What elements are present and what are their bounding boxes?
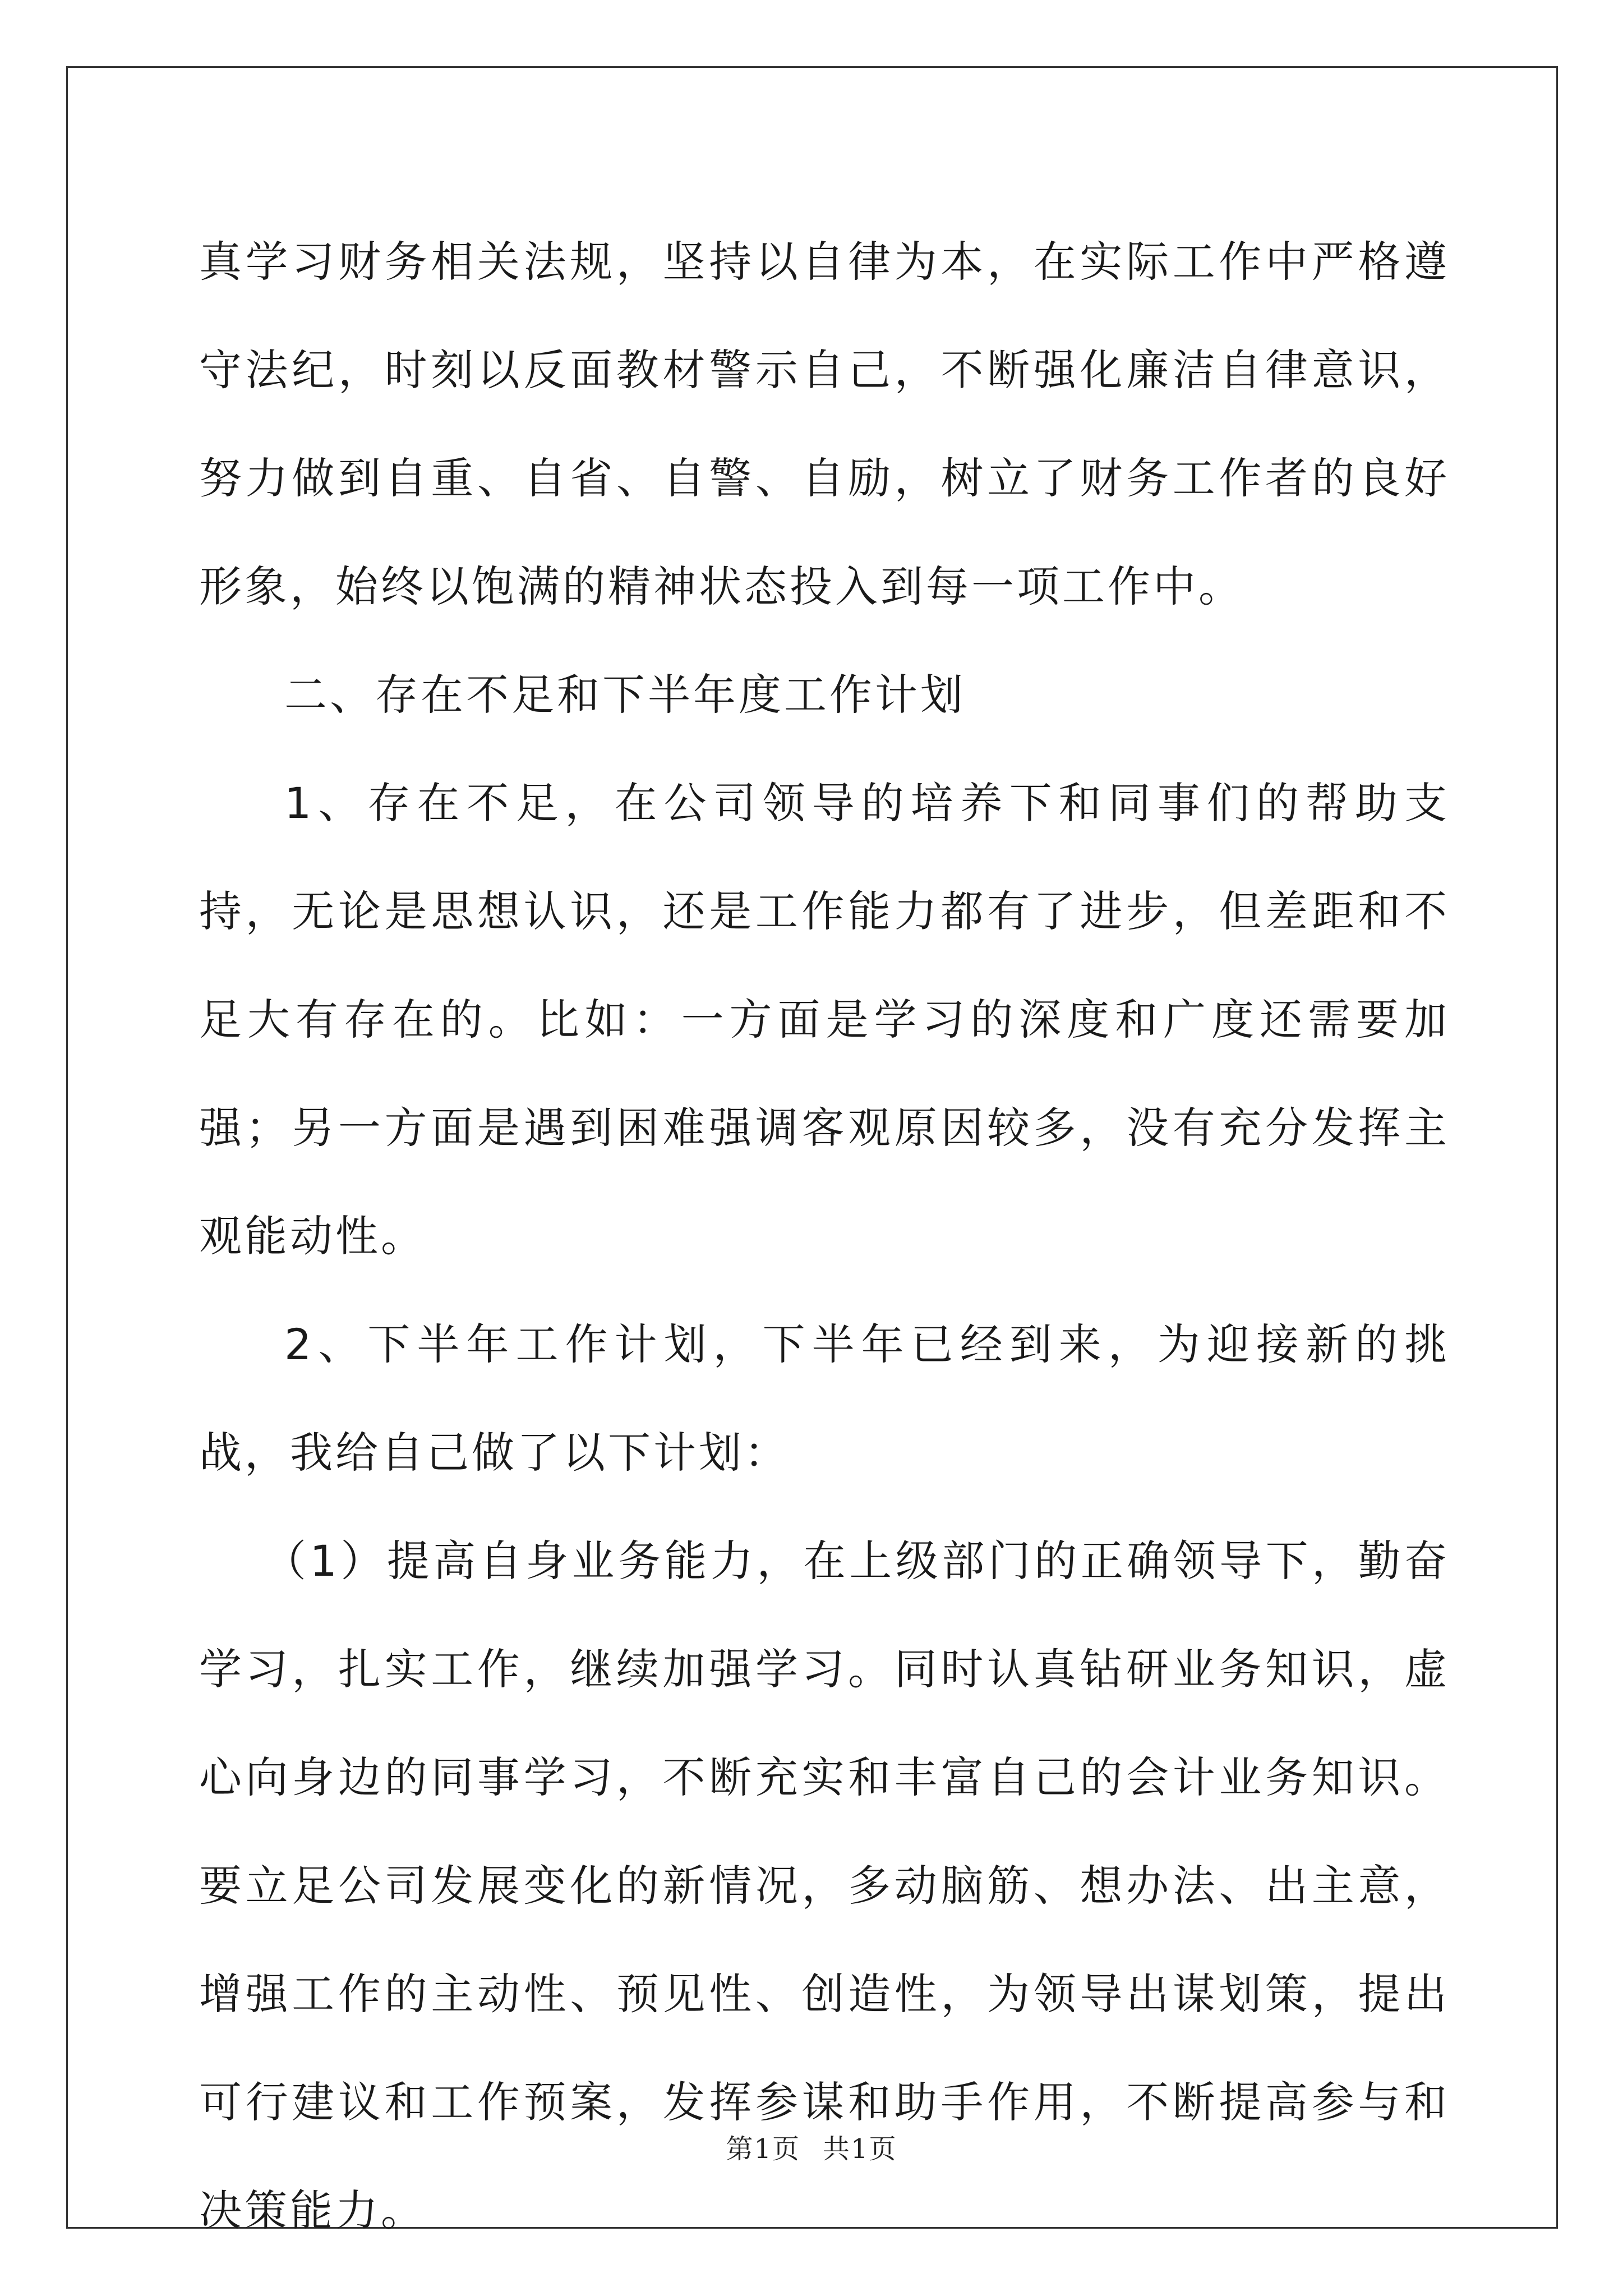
page-footer [0, 2127, 1623, 2166]
page-number-total: 共1页 [823, 2133, 897, 2165]
section-heading: 二、存在不足和下半年度工作计划 [284, 670, 966, 720]
document-body [199, 208, 1450, 2265]
paragraph-shortcomings: 1、存在不足，在公司领导的培养下和同事们的帮助支持，无论是思想认识，还是工作能力都有了进步，但差距和不足大有存在的。比如：一方面是学习的深度和广度还需要加强；另一方面是遇到困难强调客观原因较多，没有充分发挥主观能动性。 [199, 778, 1450, 1261]
page-number-current: 第1页 [726, 2133, 800, 2165]
paragraph-continuation: 真学习财务相关法规，坚持以自律为本，在实际工作中严格遵守法纪，时刻以反面教材警示自己，不断强化廉洁自律意识，努力做到自重、自省、自警、自励，树立了财务工作者的良好形象，始终以饱满的精神状态投入到每一项工作中。 [199, 237, 1450, 611]
paragraph-plan-intro: 2、下半年工作计划，下半年已经到来，为迎接新的挑战，我给自己做了以下计划： [199, 1319, 1450, 1478]
paragraph-plan-item-1: （1）提高自身业务能力，在上级部门的正确领导下，勤奋学习，扎实工作，继续加强学习。同时认真钻研业务知识，虚心向身边的同事学习，不断充实和丰富自己的会计业务知识。要立足公司发展变化的新情况，多动脑筋、想办法、出主意，增强工作的主动性、预见性、创造性，为领导出谋划策，提出可行建议和工作预案，发挥参谋和助手作用，不断提高参与和决策能力。 [199, 1536, 1450, 2235]
